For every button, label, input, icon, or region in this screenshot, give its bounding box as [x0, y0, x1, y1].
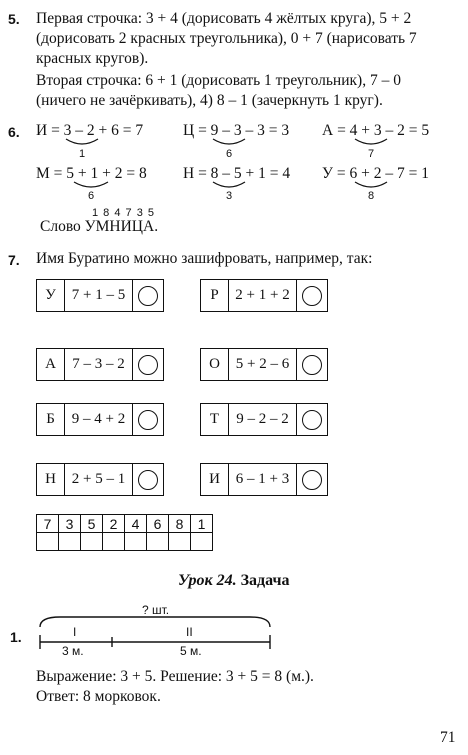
- answer-circle: [302, 410, 322, 430]
- cipher-box: [36, 463, 164, 496]
- cipher-box: [200, 403, 328, 436]
- cipher-expression: 5 + 2 – 6: [229, 349, 297, 380]
- lesson-title: [178, 572, 290, 590]
- cipher-expression: 7 + 1 – 5: [65, 280, 133, 311]
- answer-circle: [302, 470, 322, 490]
- task6-expr-2: Ц = 9 – 3 – 3 = 3: [183, 122, 290, 139]
- cipher-box: [36, 279, 164, 312]
- answer-circle: [138, 355, 158, 375]
- task1-number: 1.: [10, 629, 22, 645]
- cipher-letter: И: [201, 464, 229, 495]
- cipher-box: [200, 463, 328, 496]
- cipher-letter: Т: [201, 404, 229, 435]
- code-letter-cell: [81, 533, 103, 551]
- cipher-letter: О: [201, 349, 229, 380]
- cipher-expression: 2 + 5 – 1: [65, 464, 133, 495]
- cipher-letter: У: [37, 280, 65, 311]
- cipher-box: [36, 403, 164, 436]
- task6-under-5: 3: [226, 190, 233, 202]
- task5-line-3: красных кругов).: [36, 50, 149, 67]
- answer-circle: [138, 286, 158, 306]
- cipher-expression: 9 – 2 – 2: [229, 404, 297, 435]
- cipher-expression: 7 – 3 – 2: [65, 349, 133, 380]
- task6-expr-1: И = 3 – 2 + 6 = 7: [36, 122, 144, 139]
- task1-expression: Выражение: 3 + 5. Решение: 3 + 5 = 8 (м.).: [36, 668, 314, 685]
- code-digit: 4: [125, 515, 147, 533]
- answer-cell: [133, 404, 163, 435]
- cipher-expression: 2 + 1 + 2: [229, 280, 297, 311]
- task6-word: Слово УМНИЦА.: [40, 218, 159, 235]
- task6-under-4: 6: [88, 190, 95, 202]
- task6-braces: [0, 0, 468, 200]
- answer-cell: [297, 464, 327, 495]
- cipher-letter: Р: [201, 280, 229, 311]
- answer-circle: [138, 470, 158, 490]
- answer-cell: [297, 404, 327, 435]
- answer-circle: [302, 355, 322, 375]
- task6-expr-3: А = 4 + 3 – 2 = 5: [322, 122, 430, 139]
- cipher-expression: 6 – 1 + 3: [229, 464, 297, 495]
- code-letter-cell: [59, 533, 81, 551]
- brace-label: ? шт.: [142, 603, 170, 617]
- code-table: [36, 514, 213, 551]
- task5-line-1: Первая строчка: 3 + 4 (дорисовать 4 жёлтых круга), 5 + 2: [36, 10, 412, 27]
- segment-length-1: 3 м.: [62, 644, 84, 658]
- task6-under-2: 6: [226, 148, 233, 160]
- cipher-letter: Б: [37, 404, 65, 435]
- code-digit: 7: [37, 515, 59, 533]
- cipher-box: [200, 279, 328, 312]
- code-letter-cell: [125, 533, 147, 551]
- task5-number: 5.: [8, 11, 20, 27]
- task6-number: 6.: [8, 124, 20, 140]
- code-letter-cell: [191, 533, 213, 551]
- task6-under-3: 7: [368, 148, 375, 160]
- lesson-title-italic: Урок 24.: [178, 572, 237, 589]
- task7-number: 7.: [8, 252, 20, 268]
- code-digit: 2: [103, 515, 125, 533]
- task5-line-5: (ничего не зачёркивать), 4) 8 – 1 (зачеркнуть 1 круг).: [36, 92, 383, 109]
- answer-cell: [297, 349, 327, 380]
- code-digit: 8: [169, 515, 191, 533]
- page-number: 71: [440, 729, 456, 746]
- task6-expr-5: Н = 8 – 5 + 1 = 4: [183, 165, 291, 182]
- code-digit: 1: [191, 515, 213, 533]
- code-letter-cell: [169, 533, 191, 551]
- task5-line-4: Вторая строчка: 6 + 1 (дорисовать 1 треугольник), 7 – 0: [36, 72, 401, 89]
- cipher-box: [200, 348, 328, 381]
- task6-expr-6: У = 6 + 2 – 7 = 1: [322, 165, 429, 182]
- code-letter-cell: [103, 533, 125, 551]
- task1-answer: Ответ: 8 морковок.: [36, 688, 161, 705]
- lesson-title-bold: Задача: [240, 572, 290, 589]
- answer-cell: [133, 464, 163, 495]
- answer-circle: [302, 286, 322, 306]
- answer-cell: [133, 349, 163, 380]
- task6-word-digits: 1 8 4 7 3 5: [92, 207, 155, 219]
- code-letter-cell: [147, 533, 169, 551]
- code-digit: 6: [147, 515, 169, 533]
- cipher-expression: 9 – 4 + 2: [65, 404, 133, 435]
- task6-under-1: 1: [79, 148, 86, 160]
- cipher-box: [36, 348, 164, 381]
- segment-part-2: II: [186, 625, 193, 639]
- segment-length-2: 5 м.: [180, 644, 202, 658]
- segment-part-1: I: [73, 625, 77, 639]
- task6-expr-4: М = 5 + 1 + 2 = 8: [36, 165, 147, 182]
- cipher-letter: Н: [37, 464, 65, 495]
- code-letter-cell: [37, 533, 59, 551]
- code-row-letters: [37, 533, 213, 551]
- task6-under-6: 8: [368, 190, 375, 202]
- code-row-digits: [37, 515, 213, 533]
- answer-cell: [297, 280, 327, 311]
- task5-line-2: (дорисовать 2 красных треугольника), 0 + 7 (нарисовать 7: [36, 30, 417, 47]
- code-digit: 3: [59, 515, 81, 533]
- cipher-letter: А: [37, 349, 65, 380]
- code-digit: 5: [81, 515, 103, 533]
- task7-text: Имя Буратино можно зашифровать, например, так:: [36, 250, 373, 267]
- answer-cell: [133, 280, 163, 311]
- answer-circle: [138, 410, 158, 430]
